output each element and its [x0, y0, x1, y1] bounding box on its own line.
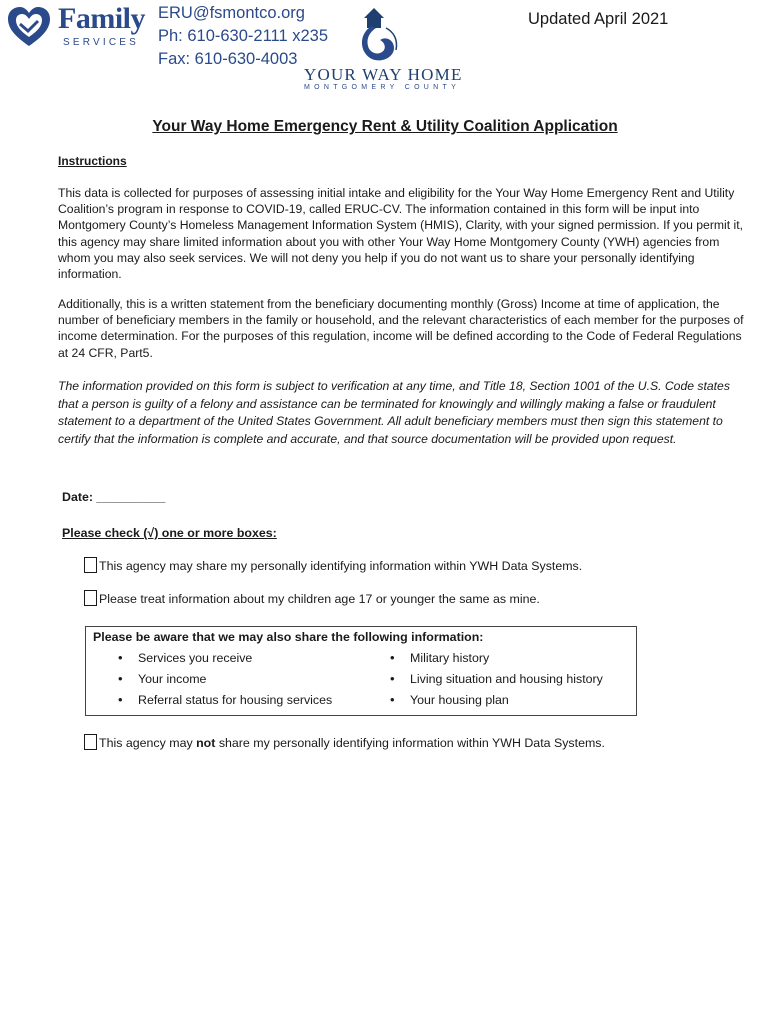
- consent-share-row[interactable]: [84, 557, 582, 573]
- contact-email: ERU@fsmontco.org: [158, 4, 305, 22]
- children-info-row[interactable]: [84, 590, 540, 606]
- list-item: • Services you receive: [114, 651, 332, 672]
- list-item: • Military history: [386, 651, 603, 672]
- shared-info-list-left: [114, 651, 332, 714]
- children-info-label: Please treat information about my children age 17 or younger the same as mine.: [99, 592, 540, 606]
- house-swirl-icon: [350, 6, 404, 66]
- shared-info-list-right: [386, 651, 603, 714]
- no-share-row[interactable]: [84, 734, 605, 750]
- check-heading: Please check (√) one or more boxes:: [62, 526, 277, 540]
- paragraph-intake: This data is collected for purposes of assessing initial intake and eligibility for the Your Way Home Emergency Rent and Utility Coalition’s program in response to COVID-19, called ERUC-CV. The information contained in this form will be input into Montgomery County’s Homeless Management Information System (HMIS), Clarity, with your signed permission. If you permit it, this agency may share limited information about you with other Your Way Home Montgomery County (YWH) agencies from whom you may also seek services. We will not deny you help if you do not want us to share your personally identifying information.: [58, 186, 743, 282]
- no-share-emphasis: not: [196, 736, 216, 750]
- list-item: • Your housing plan: [386, 693, 603, 714]
- paragraph-income: Additionally, this is a written statement from the beneficiary documenting monthly (Gross) Income at time of application, the number of beneficiary members in the family or household, and the relevant characteristics of each member for the purposes of income determination. For the purposes of this regulation, income will be defined according to the Code of Federal Regulations at 24 CFR, Part5.: [58, 297, 744, 360]
- shared-info-title: Please be aware that we may also share the following information:: [93, 630, 484, 644]
- shared-information-box: [85, 626, 637, 716]
- consent-share-checkbox[interactable]: [84, 557, 97, 573]
- no-share-checkbox[interactable]: [84, 734, 97, 750]
- your-way-home-logo: [300, 6, 463, 94]
- consent-share-label: This agency may share my personally identifying information within YWH Data Systems.: [99, 559, 583, 573]
- paragraph-verification: The information provided on this form is subject to verification at any time, and Title 18, Section 1001 of the U.S. Code states that a person is guilty of a felony and assistance can be terminated for knowingly and willingly making a false or fraudulent statement to a department of the United States Government. All adult beneficiary members must then sign this statement to certify that the information is complete and accurate, and that source documentation will be provided upon request.: [58, 379, 730, 446]
- no-share-suffix: share my personally identifying information within YWH Data Systems.: [215, 736, 605, 750]
- list-item: • Living situation and housing history: [386, 672, 603, 693]
- family-logo-word: Family: [58, 2, 145, 35]
- page-title: Your Way Home Emergency Rent & Utility Coalition Application: [152, 118, 618, 135]
- updated-date: Updated April 2021: [528, 10, 669, 28]
- contact-fax: Fax: 610-630-4003: [158, 50, 298, 68]
- family-logo-sub: SERVICES: [63, 37, 139, 48]
- date-field[interactable]: Date: __________: [62, 490, 166, 504]
- family-services-logo: [6, 4, 156, 50]
- children-info-checkbox[interactable]: [84, 590, 97, 606]
- list-item: • Your income: [114, 672, 332, 693]
- instructions-heading: Instructions: [58, 154, 127, 168]
- no-share-prefix: This agency may: [99, 736, 197, 750]
- no-share-label: [99, 736, 605, 750]
- ywh-logo-sub: MONTGOMERY COUNTY: [304, 84, 461, 91]
- list-item: • Referral status for housing services: [114, 693, 332, 714]
- contact-phone: Ph: 610-630-2111 x235: [158, 27, 329, 45]
- ywh-logo-title: YOUR WAY HOME: [304, 65, 463, 84]
- heart-hands-icon: [6, 4, 52, 50]
